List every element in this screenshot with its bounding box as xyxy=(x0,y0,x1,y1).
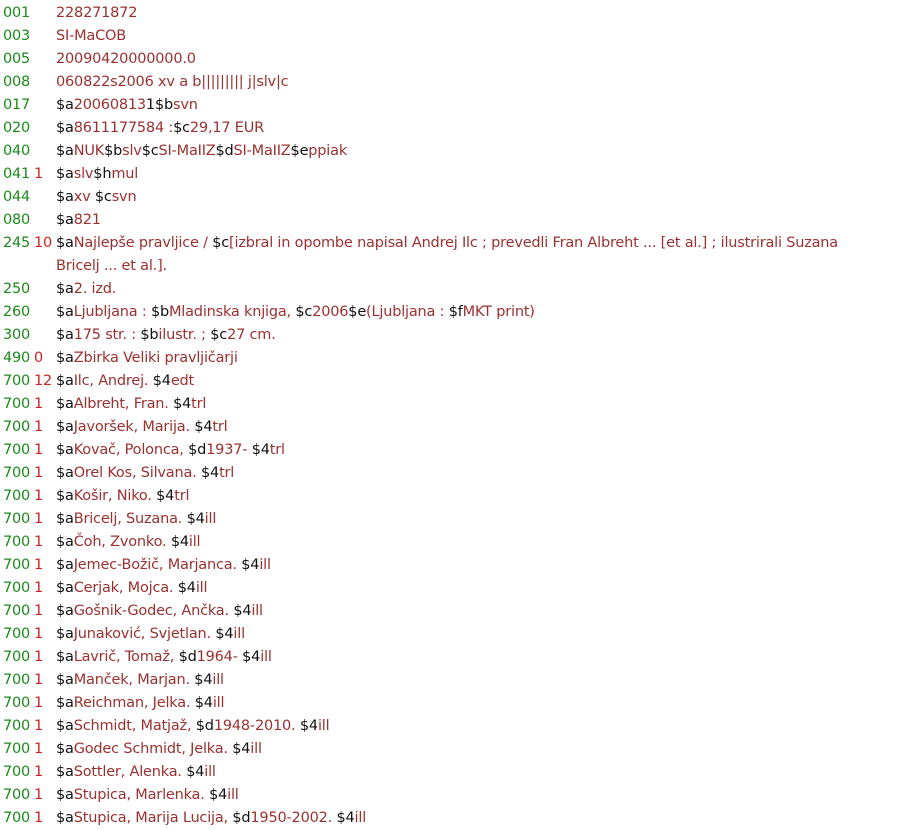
subfield-code: $a xyxy=(56,741,74,757)
subfield-value: ill xyxy=(233,626,245,642)
subfield-value: Zbirka Veliki pravljičarji xyxy=(73,350,238,366)
field-content xyxy=(56,784,860,807)
field-content xyxy=(56,577,860,600)
subfield-value: 1964- xyxy=(196,649,243,665)
subfield-value: Lavrič, Tomaž, xyxy=(73,649,179,665)
subfield-code: $d xyxy=(232,810,251,826)
field-tag: 700 xyxy=(3,603,31,619)
field-tag: 250 xyxy=(3,281,31,297)
marc-field-row xyxy=(0,347,900,370)
subfield-value: Ilc, Andrej. xyxy=(73,373,153,389)
subfield-value: ppiak xyxy=(308,143,348,159)
subfield-value: ill xyxy=(250,741,262,757)
subfield-code: $a xyxy=(56,304,74,320)
field-tag: 700 xyxy=(3,534,31,550)
subfield-value: trl xyxy=(219,465,235,481)
subfield-value: Godec Schmidt, Jelka. xyxy=(73,741,233,757)
subfield-code: $4 xyxy=(152,373,171,389)
field-content xyxy=(56,370,860,393)
subfield-code: $a xyxy=(56,672,74,688)
field-indicators: 1 xyxy=(34,557,44,573)
subfield-value: trl xyxy=(212,419,228,435)
marc-field-row xyxy=(0,301,900,324)
subfield-value: 821 xyxy=(73,212,101,228)
marc-field-row xyxy=(0,761,900,784)
subfield-value: 175 str. : xyxy=(73,327,141,343)
field-indicators: 10 xyxy=(34,235,53,251)
marc-field-row xyxy=(0,692,900,715)
subfield-value: Cerjak, Mojca. xyxy=(73,580,178,596)
field-content xyxy=(56,439,860,462)
subfield-code: $b xyxy=(150,304,169,320)
marc-field-row xyxy=(0,48,900,71)
field-content xyxy=(56,25,860,48)
subfield-code: $a xyxy=(56,810,74,826)
field-content xyxy=(56,554,860,577)
field-tag: 700 xyxy=(3,557,31,573)
subfield-code: $4 xyxy=(215,626,234,642)
subfield-code: $d xyxy=(215,143,234,159)
subfield-value: 2006 xyxy=(312,304,349,320)
subfield-value: slv xyxy=(122,143,142,159)
field-tag: 700 xyxy=(3,787,31,803)
field-tag: 700 xyxy=(3,373,31,389)
field-content xyxy=(56,715,860,738)
subfield-code: $e xyxy=(348,304,367,320)
field-tag: 044 xyxy=(3,189,31,205)
subfield-code: $d xyxy=(188,442,207,458)
field-content xyxy=(56,2,860,25)
subfield-value: 1948-2010. xyxy=(213,718,300,734)
subfield-value: Košir, Niko. xyxy=(73,488,157,504)
marc-field-row xyxy=(0,508,900,531)
subfield-value: MKT print) xyxy=(462,304,535,320)
subfield-value: 20060813 xyxy=(73,97,146,113)
subfield-code: $a xyxy=(56,534,74,550)
subfield-code: $c xyxy=(141,143,159,159)
subfield-value: Mladinska knjiga, xyxy=(168,304,296,320)
field-tag: 700 xyxy=(3,511,31,527)
subfield-value: SI-MaIIZ xyxy=(158,143,216,159)
subfield-value: Albreht, Fran. xyxy=(73,396,174,412)
marc-field-row xyxy=(0,186,900,209)
field-content xyxy=(56,324,860,347)
field-content xyxy=(56,301,860,324)
marc-field-row xyxy=(0,140,900,163)
field-tag: 700 xyxy=(3,695,31,711)
marc-field-row xyxy=(0,370,900,393)
field-tag: 700 xyxy=(3,465,31,481)
field-indicators: 1 xyxy=(34,626,44,642)
subfield-code: $a xyxy=(56,488,74,504)
subfield-value: ill xyxy=(259,557,271,573)
subfield-code: $a xyxy=(56,97,74,113)
subfield-code: 1$b xyxy=(145,97,173,113)
field-tag: 700 xyxy=(3,764,31,780)
field-tag: 700 xyxy=(3,488,31,504)
field-tag: 080 xyxy=(3,212,31,228)
field-indicators: 1 xyxy=(34,488,44,504)
field-content xyxy=(56,71,860,94)
subfield-value: Reichman, Jelka. xyxy=(73,695,195,711)
subfield-code: $a xyxy=(56,695,74,711)
subfield-value: Orel Kos, Silvana. xyxy=(73,465,201,481)
field-indicators: 1 xyxy=(34,511,44,527)
subfield-value: [izbral in opombe napisal Andrej Ilc ; prevedli Fran Albreht ... [et al.] ; ilustrirali Suzana Bricelj ... et al.]. xyxy=(56,235,838,274)
subfield-code: $4 xyxy=(194,695,213,711)
marc-field-row xyxy=(0,554,900,577)
subfield-code: $4 xyxy=(201,465,220,481)
marc-field-row xyxy=(0,577,900,600)
subfield-code: $a xyxy=(56,764,74,780)
subfield-value: Schmidt, Matjaž, xyxy=(73,718,196,734)
subfield-code: $a xyxy=(56,143,74,159)
subfield-code: $c xyxy=(173,120,190,136)
field-tag: 700 xyxy=(3,419,31,435)
field-indicators: 1 xyxy=(34,603,44,619)
field-tag: 700 xyxy=(3,741,31,757)
field-tag: 260 xyxy=(3,304,31,320)
subfield-value: ill xyxy=(204,764,216,780)
marc-field-row xyxy=(0,117,900,140)
field-content xyxy=(56,94,860,117)
field-tag: 700 xyxy=(3,396,31,412)
subfield-code: $a xyxy=(56,189,74,205)
subfield-code: $b xyxy=(104,143,123,159)
field-tag: 700 xyxy=(3,649,31,665)
subfield-value: SI-MaIIZ xyxy=(233,143,291,159)
field-content xyxy=(56,807,860,830)
subfield-value: ill xyxy=(212,672,224,688)
subfield-value: ill xyxy=(251,603,263,619)
subfield-code: $a xyxy=(56,649,74,665)
field-indicators: 1 xyxy=(34,718,44,734)
subfield-code: $4 xyxy=(173,396,192,412)
marc-field-row xyxy=(0,278,900,301)
subfield-value: Sottler, Alenka. xyxy=(73,764,187,780)
subfield-value: ill xyxy=(227,787,239,803)
subfield-value: Gošnik-Godec, Ančka. xyxy=(73,603,234,619)
subfield-value: 29,17 EUR xyxy=(189,120,265,136)
field-indicators: 1 xyxy=(34,465,44,481)
field-indicators: 1 xyxy=(34,166,44,182)
subfield-value: 060822s2006 xv a b||||||||| j|slv|c xyxy=(56,74,289,90)
subfield-code: $c xyxy=(295,304,313,320)
field-indicators: 0 xyxy=(34,350,44,366)
field-content xyxy=(56,761,860,784)
subfield-code: $4 xyxy=(194,419,213,435)
subfield-code: $c xyxy=(210,327,228,343)
subfield-value: ill xyxy=(188,534,201,550)
marc-field-row xyxy=(0,439,900,462)
field-tag: 700 xyxy=(3,810,31,826)
field-indicators: 1 xyxy=(34,649,44,665)
subfield-code: $a xyxy=(56,281,74,297)
subfield-code: $4 xyxy=(209,787,228,803)
field-content xyxy=(56,416,860,439)
field-content xyxy=(56,163,860,186)
marc-field-row xyxy=(0,232,900,278)
subfield-code: $a xyxy=(56,166,74,182)
subfield-value: ill xyxy=(212,695,225,711)
subfield-value: Jemec-Božič, Marjanca. xyxy=(73,557,242,573)
marc-field-row xyxy=(0,25,900,48)
subfield-value: svn xyxy=(111,189,137,205)
subfield-value: trl xyxy=(269,442,285,458)
field-tag: 700 xyxy=(3,672,31,688)
marc-field-row xyxy=(0,807,900,830)
field-tag: 245 xyxy=(3,235,31,251)
subfield-value: Čoh, Zvonko. xyxy=(73,534,171,550)
subfield-code: $4 xyxy=(156,488,175,504)
subfield-code: $a xyxy=(56,212,74,228)
subfield-value: 8611177584 : xyxy=(73,120,174,136)
field-indicators: 1 xyxy=(34,534,44,550)
subfield-value: NUK xyxy=(73,143,105,159)
subfield-code: $a xyxy=(56,396,74,412)
field-content xyxy=(56,738,860,761)
field-tag: 700 xyxy=(3,580,31,596)
subfield-value: Javoršek, Marija. xyxy=(73,419,195,435)
subfield-value: trl xyxy=(191,396,207,412)
subfield-code: $a xyxy=(56,327,74,343)
subfield-code: $a xyxy=(56,373,74,389)
subfield-value: Stupica, Marija Lucija, xyxy=(73,810,233,826)
subfield-code: $b xyxy=(140,327,159,343)
subfield-code: $c xyxy=(212,235,230,251)
subfield-value: ill xyxy=(260,649,272,665)
marc-field-row xyxy=(0,462,900,485)
subfield-value: slv xyxy=(73,166,94,182)
field-content xyxy=(56,347,860,370)
marc-field-row xyxy=(0,531,900,554)
subfield-value: trl xyxy=(174,488,190,504)
subfield-value: 20090420000000.0 xyxy=(56,51,196,67)
subfield-code: $4 xyxy=(233,603,252,619)
subfield-code: $a xyxy=(56,350,74,366)
subfield-code: $c xyxy=(94,189,112,205)
subfield-code: $a xyxy=(56,511,74,527)
subfield-code: $e xyxy=(290,143,309,159)
field-content xyxy=(56,462,860,485)
marc-field-row xyxy=(0,393,900,416)
subfield-code: $a xyxy=(56,718,74,734)
subfield-value: ill xyxy=(204,511,217,527)
field-indicators: 1 xyxy=(34,787,44,803)
subfield-code: $d xyxy=(195,718,214,734)
field-content xyxy=(56,600,860,623)
marc-field-row xyxy=(0,600,900,623)
subfield-code: $4 xyxy=(194,672,213,688)
field-content xyxy=(56,623,860,646)
marc-field-row xyxy=(0,738,900,761)
field-content xyxy=(56,186,860,209)
field-content xyxy=(56,232,860,278)
marc-field-row xyxy=(0,715,900,738)
subfield-code: $a xyxy=(56,580,74,596)
field-tag: 040 xyxy=(3,143,31,159)
field-content xyxy=(56,485,860,508)
subfield-value: 1937- xyxy=(206,442,252,458)
subfield-code: $a xyxy=(56,626,74,642)
marc-field-row xyxy=(0,485,900,508)
field-tag: 020 xyxy=(3,120,31,136)
field-tag: 005 xyxy=(3,51,31,67)
field-indicators: 1 xyxy=(34,764,44,780)
subfield-code: $4 xyxy=(232,741,251,757)
marc-field-row xyxy=(0,163,900,186)
subfield-code: $a xyxy=(56,787,74,803)
field-tag: 017 xyxy=(3,97,31,113)
marc-field-row xyxy=(0,71,900,94)
subfield-value: Bricelj, Suzana. xyxy=(73,511,187,527)
field-indicators: 1 xyxy=(34,672,44,688)
field-content xyxy=(56,140,860,163)
field-tag: 001 xyxy=(3,5,31,21)
field-tag: 700 xyxy=(3,626,31,642)
subfield-code: $4 xyxy=(186,511,205,527)
marc-field-row xyxy=(0,416,900,439)
subfield-code: $4 xyxy=(299,718,318,734)
subfield-value: xv xyxy=(73,189,95,205)
field-indicators: 1 xyxy=(34,810,44,826)
field-indicators: 1 xyxy=(34,741,44,757)
subfield-value: (Ljubljana : xyxy=(366,304,449,320)
subfield-code: $h xyxy=(93,166,112,182)
subfield-value: Ljubljana : xyxy=(73,304,151,320)
field-content xyxy=(56,531,860,554)
field-indicators: 1 xyxy=(34,695,44,711)
field-content xyxy=(56,508,860,531)
field-content xyxy=(56,117,860,140)
subfield-code: $4 xyxy=(336,810,355,826)
marc-field-row xyxy=(0,784,900,807)
marc-field-row xyxy=(0,646,900,669)
subfield-code: $4 xyxy=(177,580,196,596)
subfield-value: SI-MaCOB xyxy=(56,28,126,44)
field-tag: 300 xyxy=(3,327,31,343)
marc-field-row xyxy=(0,209,900,232)
subfield-value: edt xyxy=(170,373,195,389)
marc-field-row xyxy=(0,2,900,25)
field-content xyxy=(56,48,860,71)
subfield-value: 228271872 xyxy=(56,5,138,21)
marc-field-row xyxy=(0,669,900,692)
field-tag: 003 xyxy=(3,28,31,44)
subfield-code: $a xyxy=(56,557,74,573)
field-tag: 008 xyxy=(3,74,31,90)
subfield-code: $4 xyxy=(241,557,260,573)
subfield-code: $a xyxy=(56,465,74,481)
subfield-code: $a xyxy=(56,442,74,458)
field-content xyxy=(56,393,860,416)
marc-field-row xyxy=(0,623,900,646)
subfield-value: Junaković, Svjetlan. xyxy=(73,626,216,642)
subfield-code: $a xyxy=(56,120,74,136)
subfield-code: $4 xyxy=(242,649,261,665)
field-content xyxy=(56,646,860,669)
field-tag: 041 xyxy=(3,166,31,182)
subfield-code: $d xyxy=(178,649,197,665)
subfield-code: $a xyxy=(56,603,74,619)
field-tag: 700 xyxy=(3,442,31,458)
field-tag: 490 xyxy=(3,350,31,366)
subfield-value: ill xyxy=(354,810,367,826)
subfield-value: svn xyxy=(172,97,198,113)
subfield-value: Najlepše pravljice / xyxy=(73,235,213,251)
field-indicators: 12 xyxy=(34,373,53,389)
subfield-value: 1950-2002. xyxy=(250,810,337,826)
subfield-code: $a xyxy=(56,419,74,435)
field-indicators: 1 xyxy=(34,396,44,412)
subfield-value: 2. izd. xyxy=(73,281,117,297)
field-indicators: 1 xyxy=(34,419,44,435)
field-content xyxy=(56,669,860,692)
marc-field-row xyxy=(0,324,900,347)
subfield-code: $4 xyxy=(251,442,270,458)
subfield-value: mul xyxy=(111,166,139,182)
subfield-value: ilustr. ; xyxy=(158,327,211,343)
marc-field-row xyxy=(0,94,900,117)
subfield-value: ill xyxy=(317,718,330,734)
subfield-value: Kovač, Polonca, xyxy=(73,442,189,458)
field-indicators: 1 xyxy=(34,442,44,458)
subfield-value: 27 cm. xyxy=(227,327,276,343)
subfield-value: Stupica, Marlenka. xyxy=(73,787,210,803)
subfield-code: $4 xyxy=(186,764,205,780)
field-content xyxy=(56,209,860,232)
subfield-code: $f xyxy=(448,304,463,320)
subfield-code: $a xyxy=(56,235,74,251)
field-indicators: 1 xyxy=(34,580,44,596)
subfield-code: $4 xyxy=(170,534,189,550)
field-content xyxy=(56,278,860,301)
field-content xyxy=(56,692,860,715)
subfield-value: ill xyxy=(195,580,208,596)
field-tag: 700 xyxy=(3,718,31,734)
subfield-value: Manček, Marjan. xyxy=(73,672,195,688)
